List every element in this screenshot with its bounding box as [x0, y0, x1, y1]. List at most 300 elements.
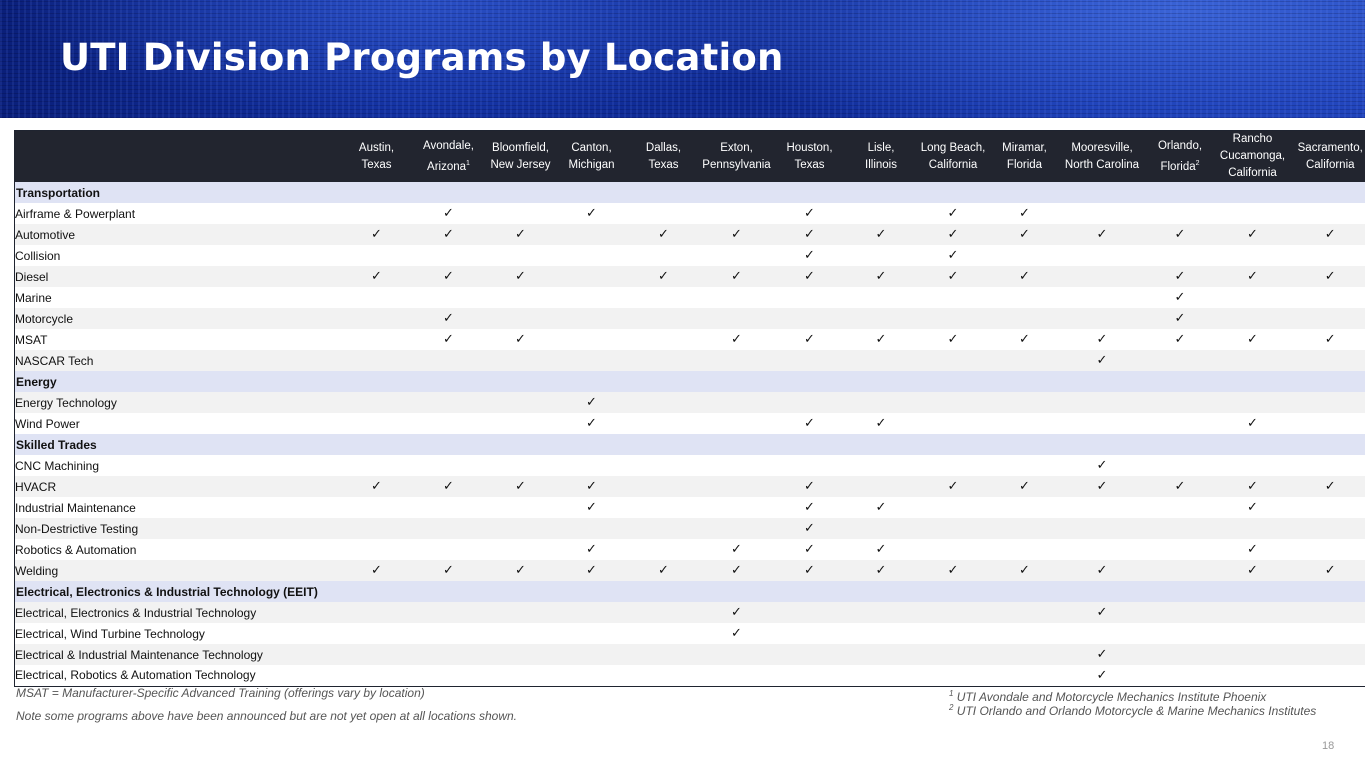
- location-header: [774, 131, 846, 183]
- empty-cell: [1060, 287, 1145, 308]
- category-label: Electrical, Electronics & Industrial Technology (EEIT): [16, 584, 318, 599]
- check-icon: ✓: [371, 227, 382, 242]
- location-header-text: Florida: [1160, 160, 1196, 173]
- empty-cell: [917, 644, 990, 665]
- empty-cell: [628, 455, 700, 476]
- check-icon: ✓: [1247, 500, 1258, 515]
- check-icon: ✓: [443, 206, 454, 221]
- empty-cell: [1145, 413, 1216, 434]
- check-icon: ✓: [947, 332, 959, 347]
- check-icon: ✓: [1247, 227, 1258, 242]
- empty-cell: [700, 245, 774, 266]
- category-label: Transportation: [16, 185, 101, 200]
- empty-cell: [990, 245, 1060, 266]
- check-icon: ✓: [586, 542, 597, 557]
- empty-cell: [1060, 539, 1145, 560]
- program-label: Electrical & Industrial Maintenance Technology: [15, 647, 263, 662]
- check-icon: ✓: [947, 479, 959, 494]
- check-icon: ✓: [586, 206, 597, 221]
- empty-cell: [917, 518, 990, 539]
- check-icon: ✓: [515, 479, 526, 494]
- empty-cell: [412, 623, 486, 644]
- empty-cell: [628, 350, 700, 371]
- empty-cell: [917, 392, 990, 413]
- empty-cell: [1216, 602, 1290, 623]
- empty-cell: [556, 329, 628, 350]
- program-label: CNC Machining: [15, 458, 100, 473]
- empty-cell: [1060, 413, 1145, 434]
- check-icon: ✓: [1247, 269, 1258, 284]
- program-label: Electrical, Wind Turbine Technology: [15, 626, 205, 641]
- empty-cell: [1290, 203, 1365, 224]
- program-row: [15, 329, 1365, 350]
- empty-cell: [628, 329, 700, 350]
- empty-cell: [700, 644, 774, 665]
- empty-cell: [700, 518, 774, 539]
- check-icon: ✓: [947, 206, 959, 221]
- footnote-2-marker: 2: [949, 703, 954, 712]
- program-row: [15, 455, 1365, 476]
- page-title: UTI Division Programs by Location: [60, 36, 784, 79]
- empty-cell: [342, 602, 412, 623]
- empty-cell: [1290, 350, 1365, 371]
- check-icon: ✓: [875, 500, 887, 515]
- check-icon: ✓: [1174, 479, 1186, 494]
- check-icon: ✓: [1324, 563, 1336, 578]
- empty-cell: [1290, 245, 1365, 266]
- check-icon: ✓: [1247, 563, 1258, 578]
- check-icon: ✓: [1096, 667, 1108, 683]
- empty-cell: [700, 497, 774, 518]
- empty-cell: [412, 644, 486, 665]
- empty-cell: [342, 665, 412, 686]
- location-header-line: North Carolina: [1064, 158, 1140, 171]
- empty-cell: [628, 203, 700, 224]
- category-label: Skilled Trades: [16, 437, 97, 452]
- empty-cell: [700, 350, 774, 371]
- empty-cell: [412, 350, 486, 371]
- location-header-line: California: [928, 158, 978, 171]
- check-icon: ✓: [947, 269, 959, 284]
- empty-cell: [1145, 455, 1216, 476]
- program-label: NASCAR Tech: [15, 353, 94, 368]
- check-icon: ✓: [804, 479, 815, 494]
- check-icon: ✓: [804, 248, 815, 263]
- empty-cell: [628, 518, 700, 539]
- check-icon: ✓: [1019, 479, 1030, 494]
- empty-cell: [1216, 287, 1290, 308]
- check-icon: ✓: [443, 479, 454, 494]
- empty-cell: [1216, 308, 1290, 329]
- location-header-line: Florida: [1006, 158, 1043, 171]
- program-row: [15, 602, 1365, 623]
- empty-cell: [1060, 518, 1145, 539]
- empty-cell: [1145, 623, 1216, 644]
- location-header-line: Illinois: [865, 158, 897, 171]
- empty-cell: [342, 308, 412, 329]
- empty-cell: [556, 350, 628, 371]
- check-icon: ✓: [1174, 227, 1186, 242]
- check-icon: ✓: [875, 332, 887, 347]
- empty-cell: [486, 203, 556, 224]
- empty-cell: [486, 287, 556, 308]
- empty-cell: [412, 392, 486, 413]
- empty-cell: [1145, 539, 1216, 560]
- check-icon: ✓: [875, 542, 887, 557]
- check-icon: ✓: [658, 269, 669, 284]
- check-icon: ✓: [731, 605, 742, 620]
- location-header-line: New Jersey: [490, 158, 551, 171]
- location-header-text: Arizona: [427, 160, 467, 173]
- location-header-line: Michigan: [568, 158, 615, 171]
- check-icon: ✓: [1174, 311, 1186, 326]
- check-icon: ✓: [443, 332, 454, 347]
- empty-cell: [342, 518, 412, 539]
- empty-cell: [556, 665, 628, 686]
- empty-cell: [1145, 560, 1216, 581]
- program-label: Industrial Maintenance: [15, 500, 136, 515]
- empty-cell: [628, 308, 700, 329]
- empty-cell: [628, 665, 700, 686]
- program-label: Motorcycle: [15, 311, 74, 326]
- empty-cell: [774, 392, 846, 413]
- empty-cell: [774, 602, 846, 623]
- empty-cell: [412, 287, 486, 308]
- empty-cell: [774, 665, 846, 686]
- check-icon: ✓: [1324, 332, 1336, 347]
- empty-cell: [486, 350, 556, 371]
- program-row: [15, 308, 1365, 329]
- check-icon: ✓: [443, 269, 454, 284]
- empty-cell: [846, 665, 917, 686]
- location-header-line: Mooresville,: [1071, 141, 1133, 154]
- empty-cell: [1290, 455, 1365, 476]
- location-header-line: Sacramento,: [1297, 141, 1363, 154]
- check-icon: ✓: [875, 563, 887, 578]
- empty-cell: [1216, 644, 1290, 665]
- check-icon: ✓: [731, 332, 742, 347]
- empty-cell: [1290, 308, 1365, 329]
- location-header: [1216, 131, 1290, 183]
- check-icon: ✓: [1096, 458, 1108, 473]
- empty-cell: [628, 497, 700, 518]
- check-icon: ✓: [731, 269, 742, 284]
- category-row: [15, 581, 1365, 602]
- empty-cell: [628, 287, 700, 308]
- empty-cell: [342, 203, 412, 224]
- program-label: Diesel: [15, 269, 49, 284]
- empty-cell: [486, 644, 556, 665]
- check-icon: ✓: [1247, 479, 1258, 494]
- empty-cell: [1216, 392, 1290, 413]
- program-row: [15, 518, 1365, 539]
- empty-cell: [1290, 518, 1365, 539]
- check-icon: ✓: [586, 416, 597, 431]
- program-row: [15, 539, 1365, 560]
- empty-cell: [917, 539, 990, 560]
- empty-cell: [556, 266, 628, 287]
- empty-cell: [917, 497, 990, 518]
- empty-cell: [342, 644, 412, 665]
- location-footnote-marker: 2: [1195, 159, 1200, 167]
- footnote-2: [949, 703, 1316, 718]
- empty-cell: [412, 497, 486, 518]
- check-icon: ✓: [947, 227, 959, 242]
- location-header: [342, 131, 412, 183]
- check-icon: ✓: [1324, 269, 1336, 284]
- header-corner-cell: [15, 131, 342, 183]
- check-icon: ✓: [804, 227, 815, 242]
- category-row: [15, 182, 1365, 203]
- empty-cell: [1145, 392, 1216, 413]
- check-icon: ✓: [875, 269, 887, 284]
- location-header-line: Canton,: [571, 141, 612, 154]
- check-icon: ✓: [1019, 227, 1030, 242]
- check-icon: ✓: [804, 269, 815, 284]
- empty-cell: [774, 623, 846, 644]
- check-icon: ✓: [658, 563, 669, 578]
- empty-cell: [342, 329, 412, 350]
- empty-cell: [1290, 413, 1365, 434]
- location-header: [412, 131, 486, 183]
- program-label: Airframe & Powerplant: [15, 206, 136, 221]
- program-label: Energy Technology: [15, 395, 117, 410]
- empty-cell: [917, 602, 990, 623]
- program-row: [15, 644, 1365, 665]
- empty-cell: [1290, 623, 1365, 644]
- empty-cell: [1145, 665, 1216, 686]
- footnote-2-text: UTI Orlando and Orlando Motorcycle & Marine Mechanics Institutes: [956, 704, 1317, 718]
- check-icon: ✓: [1174, 332, 1186, 347]
- location-header-line: Pennsylvania: [702, 158, 771, 171]
- empty-cell: [1290, 644, 1365, 665]
- empty-cell: [990, 518, 1060, 539]
- check-icon: ✓: [1324, 479, 1336, 494]
- empty-cell: [846, 203, 917, 224]
- empty-cell: [486, 308, 556, 329]
- empty-cell: [700, 287, 774, 308]
- empty-cell: [846, 455, 917, 476]
- empty-cell: [700, 413, 774, 434]
- location-header-line: [412, 155, 486, 176]
- location-header-line: Rancho: [1232, 133, 1273, 145]
- check-icon: ✓: [1096, 647, 1108, 662]
- empty-cell: [486, 413, 556, 434]
- empty-cell: [628, 245, 700, 266]
- empty-cell: [342, 245, 412, 266]
- empty-cell: [990, 413, 1060, 434]
- location-header-line: Exton,: [720, 141, 753, 154]
- msat-footnote: MSAT = Manufacturer-Specific Advanced Training (offerings vary by location): [16, 686, 425, 700]
- check-icon: ✓: [731, 563, 742, 578]
- category-row: [15, 371, 1365, 392]
- program-row: [15, 623, 1365, 644]
- check-icon: ✓: [947, 248, 959, 263]
- empty-cell: [628, 644, 700, 665]
- page-number: 18: [1322, 740, 1335, 752]
- empty-cell: [1216, 350, 1290, 371]
- program-label: Automotive: [15, 227, 76, 242]
- category-row: [15, 434, 1365, 455]
- empty-cell: [917, 623, 990, 644]
- empty-cell: [486, 518, 556, 539]
- empty-cell: [700, 203, 774, 224]
- empty-cell: [1060, 203, 1145, 224]
- location-header-line: Dallas,: [645, 141, 682, 154]
- check-icon: ✓: [875, 416, 887, 431]
- empty-cell: [486, 623, 556, 644]
- empty-cell: [342, 413, 412, 434]
- empty-cell: [486, 497, 556, 518]
- location-header: [556, 131, 628, 183]
- program-row: [15, 245, 1365, 266]
- empty-cell: [700, 392, 774, 413]
- empty-cell: [628, 392, 700, 413]
- location-header-line: Houston,: [786, 141, 833, 154]
- location-header: [700, 131, 774, 183]
- empty-cell: [1145, 602, 1216, 623]
- check-icon: ✓: [1096, 479, 1108, 494]
- empty-cell: [1145, 203, 1216, 224]
- empty-cell: [556, 287, 628, 308]
- check-icon: ✓: [371, 479, 382, 494]
- check-icon: ✓: [804, 563, 815, 578]
- empty-cell: [917, 413, 990, 434]
- empty-cell: [1060, 308, 1145, 329]
- location-header: [917, 131, 990, 183]
- program-label: Electrical, Robotics & Automation Technology: [15, 668, 256, 683]
- empty-cell: [1216, 623, 1290, 644]
- empty-cell: [1290, 665, 1365, 686]
- empty-cell: [342, 392, 412, 413]
- check-icon: ✓: [586, 395, 597, 410]
- check-icon: ✓: [1174, 290, 1186, 305]
- check-icon: ✓: [1174, 269, 1186, 284]
- empty-cell: [1060, 497, 1145, 518]
- empty-cell: [342, 497, 412, 518]
- empty-cell: [628, 602, 700, 623]
- check-icon: ✓: [804, 521, 815, 536]
- empty-cell: [628, 539, 700, 560]
- location-header: [846, 131, 917, 183]
- empty-cell: [846, 308, 917, 329]
- check-icon: ✓: [1247, 542, 1258, 557]
- empty-cell: [1060, 623, 1145, 644]
- title-banner: [0, 0, 1365, 118]
- empty-cell: [1290, 392, 1365, 413]
- empty-cell: [342, 287, 412, 308]
- program-label: Non-Destrictive Testing: [15, 521, 139, 536]
- location-header-line: Texas: [361, 158, 392, 171]
- empty-cell: [846, 350, 917, 371]
- empty-cell: [846, 623, 917, 644]
- check-icon: ✓: [1019, 269, 1030, 284]
- program-label: Welding: [15, 563, 59, 578]
- empty-cell: [556, 308, 628, 329]
- check-icon: ✓: [443, 563, 454, 578]
- empty-cell: [846, 392, 917, 413]
- empty-cell: [1060, 266, 1145, 287]
- check-icon: ✓: [1019, 206, 1030, 221]
- empty-cell: [486, 455, 556, 476]
- empty-cell: [1290, 602, 1365, 623]
- empty-cell: [846, 518, 917, 539]
- empty-cell: [342, 623, 412, 644]
- check-icon: ✓: [947, 563, 959, 578]
- empty-cell: [1290, 287, 1365, 308]
- check-icon: ✓: [731, 542, 742, 557]
- empty-cell: [990, 644, 1060, 665]
- empty-cell: [628, 623, 700, 644]
- empty-cell: [556, 623, 628, 644]
- location-header: [990, 131, 1060, 183]
- empty-cell: [1216, 665, 1290, 686]
- check-icon: ✓: [1019, 563, 1030, 578]
- program-row: [15, 497, 1365, 518]
- check-icon: ✓: [515, 269, 526, 284]
- empty-cell: [1145, 497, 1216, 518]
- empty-cell: [917, 455, 990, 476]
- empty-cell: [700, 476, 774, 497]
- program-row: [15, 224, 1365, 245]
- check-icon: ✓: [586, 500, 597, 515]
- empty-cell: [774, 350, 846, 371]
- location-header: [1290, 131, 1365, 183]
- location-header-line: Texas: [648, 158, 679, 171]
- empty-cell: [846, 476, 917, 497]
- check-icon: ✓: [731, 227, 742, 242]
- empty-cell: [990, 350, 1060, 371]
- empty-cell: [846, 644, 917, 665]
- program-row: [15, 476, 1365, 497]
- check-icon: ✓: [658, 227, 669, 242]
- table-header-row: [15, 131, 1365, 183]
- program-label: HVACR: [15, 479, 57, 494]
- program-label: Marine: [15, 290, 52, 305]
- empty-cell: [412, 413, 486, 434]
- footnote-1-text: UTI Avondale and Motorcycle Mechanics Institute Phoenix: [956, 690, 1267, 704]
- empty-cell: [486, 602, 556, 623]
- program-label: MSAT: [15, 332, 48, 347]
- empty-cell: [990, 287, 1060, 308]
- empty-cell: [556, 644, 628, 665]
- location-header-line: Long Beach,: [920, 141, 986, 154]
- empty-cell: [1216, 455, 1290, 476]
- check-icon: ✓: [1247, 332, 1258, 347]
- empty-cell: [774, 308, 846, 329]
- empty-cell: [486, 392, 556, 413]
- empty-cell: [1060, 245, 1145, 266]
- empty-cell: [990, 497, 1060, 518]
- empty-cell: [1216, 518, 1290, 539]
- empty-cell: [556, 518, 628, 539]
- check-icon: ✓: [804, 206, 815, 221]
- location-header-line: California: [1305, 158, 1355, 171]
- empty-cell: [412, 539, 486, 560]
- check-icon: ✓: [515, 227, 526, 242]
- empty-cell: [990, 602, 1060, 623]
- check-icon: ✓: [443, 227, 454, 242]
- program-row: [15, 560, 1365, 581]
- empty-cell: [846, 245, 917, 266]
- empty-cell: [556, 455, 628, 476]
- check-icon: ✓: [515, 332, 526, 347]
- empty-cell: [774, 455, 846, 476]
- program-row: [15, 266, 1365, 287]
- empty-cell: [990, 623, 1060, 644]
- location-header-line: Orlando,: [1157, 139, 1203, 152]
- footnote-1: [949, 689, 1266, 704]
